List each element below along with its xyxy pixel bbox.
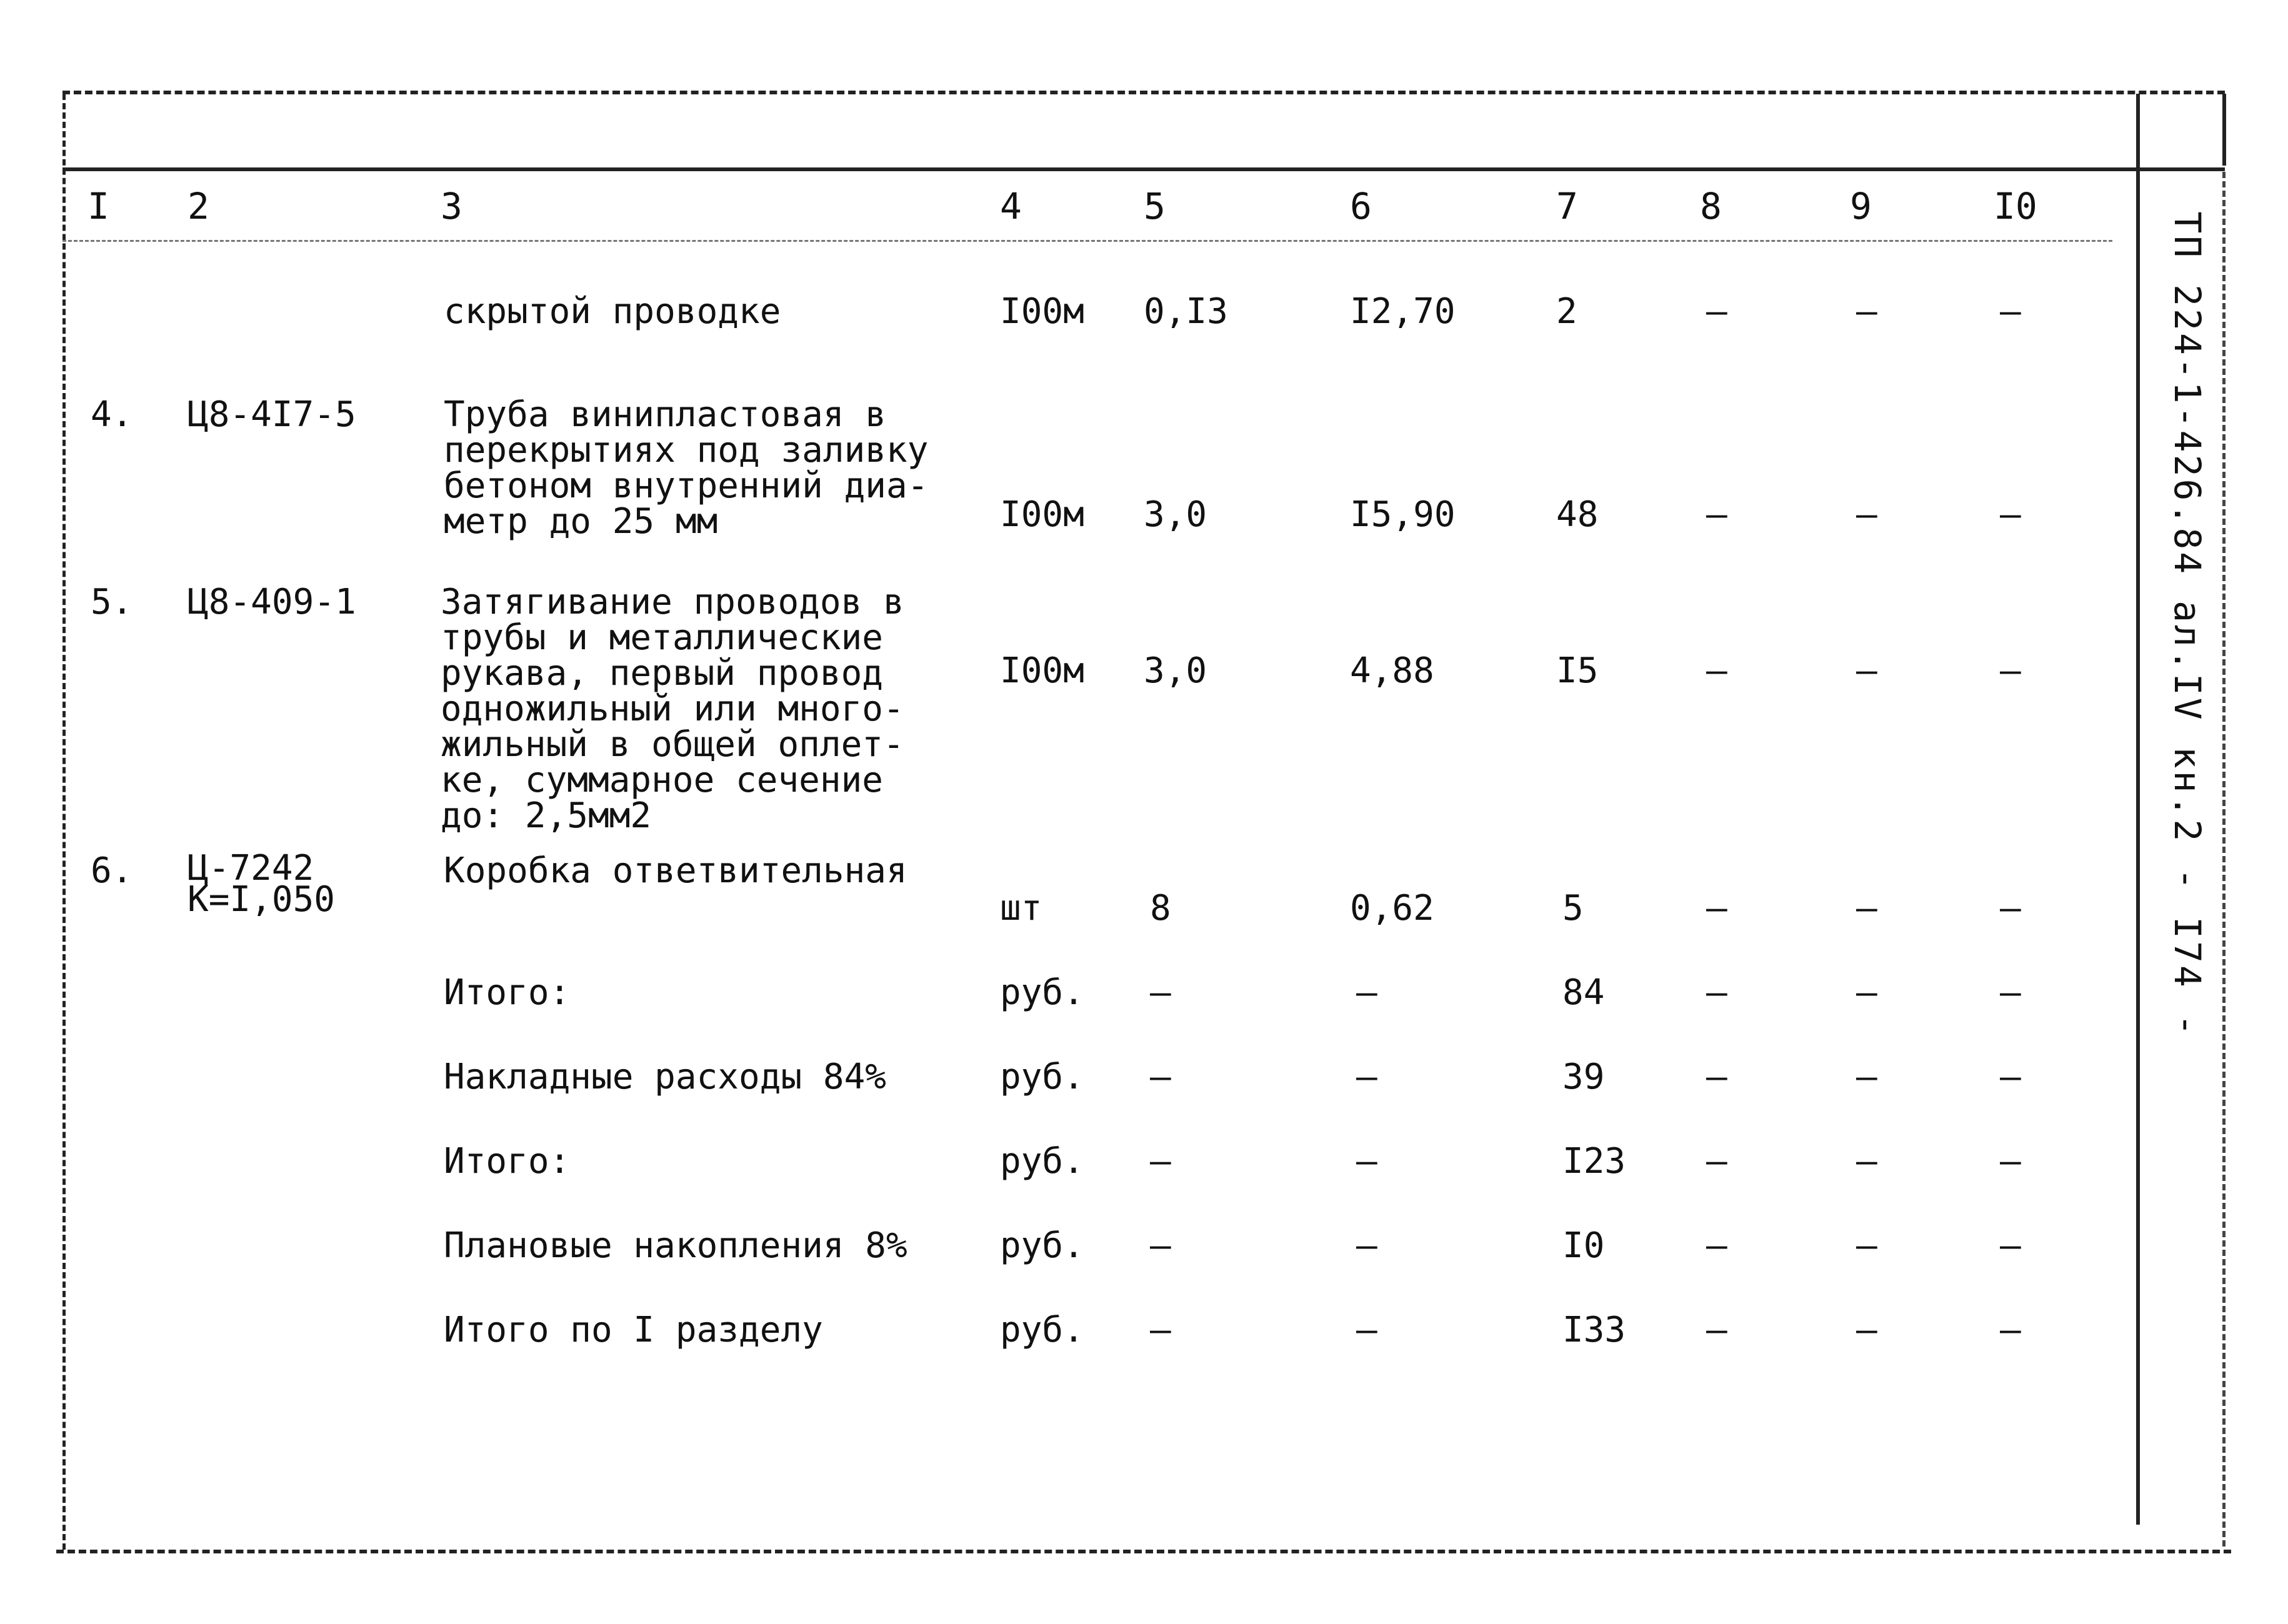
column-number: I0	[1994, 185, 2037, 227]
row-total: I5	[1556, 650, 1599, 691]
row-description: Затягивание проводов в трубы и металлические рукава, первый провод одножильный или много- жильный в общей оплет- ке, суммарное сечение до: 2,5мм2	[441, 582, 904, 836]
row-total: 84	[1562, 972, 1605, 1013]
row-code: Ц8-409-1	[187, 582, 356, 622]
row-unit-price: –	[1356, 1141, 1377, 1182]
frame-right-border	[2222, 94, 2226, 166]
row-total: 39	[1562, 1057, 1605, 1097]
row-unit-price: 4,88	[1350, 650, 1434, 691]
row-quantity: 8	[1150, 888, 1171, 929]
row-total: I23	[1562, 1141, 1626, 1182]
row-description: Итого:	[444, 1141, 571, 1182]
row-unit: шт	[1000, 888, 1042, 929]
frame-right-border-lower	[2222, 172, 2226, 1547]
row-unit-price: 0,62	[1350, 888, 1434, 929]
row-col8: –	[1706, 1310, 1727, 1350]
row-total: 5	[1562, 888, 1584, 929]
column-number: 7	[1556, 185, 1578, 227]
row-total: I33	[1562, 1310, 1626, 1350]
frame-left-border	[62, 94, 66, 1550]
row-description: Коробка ответвительная	[444, 850, 907, 891]
row-total: 2	[1556, 291, 1577, 332]
row-total: I0	[1562, 1225, 1605, 1266]
row-unit: руб.	[1000, 1310, 1084, 1350]
row-quantity: –	[1150, 1310, 1171, 1350]
row-col9: –	[1856, 1057, 1877, 1097]
row-quantity: 3,0	[1144, 650, 1207, 691]
row-col8: –	[1706, 888, 1727, 929]
column-number: 3	[441, 185, 462, 227]
row-col9: –	[1856, 1225, 1877, 1266]
row-description: Накладные расходы 84%	[444, 1057, 887, 1097]
row-col9: –	[1856, 972, 1877, 1013]
row-unit: I00м	[1000, 291, 1084, 332]
row-col8: –	[1706, 494, 1727, 535]
row-col10: –	[2000, 888, 2021, 929]
row-col9: –	[1856, 650, 1877, 691]
row-unit-price: –	[1356, 1057, 1377, 1097]
row-description: скрытой проводке	[444, 291, 781, 332]
row-number: 5.	[91, 582, 133, 622]
row-unit-price: I5,90	[1350, 494, 1456, 535]
row-unit: I00м	[1000, 494, 1084, 535]
row-unit-price: –	[1356, 1310, 1377, 1350]
row-number: 6.	[91, 850, 133, 891]
column-number: 8	[1700, 185, 1722, 227]
row-col8: –	[1706, 650, 1727, 691]
row-col9: –	[1856, 1141, 1877, 1182]
column-number: 4	[1000, 185, 1022, 227]
row-quantity: 0,I3	[1144, 291, 1228, 332]
row-unit-price: –	[1356, 1225, 1377, 1266]
row-col9: –	[1856, 494, 1877, 535]
row-quantity: –	[1150, 972, 1171, 1013]
row-description: Труба винипластовая в перекрытиях под заливку бетоном внутренний диа- метр до 25 мм	[444, 394, 929, 542]
document-stamp: ТП 224-1-426.84 ал.IV кн.2 - I74 -	[2166, 211, 2209, 1039]
row-code: Ц-7242 К=I,050	[187, 848, 336, 920]
frame-bottom-border	[56, 1550, 2231, 1553]
row-description: Плановые накопления 8%	[444, 1225, 907, 1266]
row-quantity: –	[1150, 1141, 1171, 1182]
column-number: I	[87, 185, 109, 227]
row-col8: –	[1706, 1141, 1727, 1182]
row-unit: руб.	[1000, 1141, 1084, 1182]
row-quantity: –	[1150, 1225, 1171, 1266]
row-col10: –	[2000, 1057, 2021, 1097]
header-rule	[62, 167, 2225, 171]
row-col9: –	[1856, 888, 1877, 929]
row-col8: –	[1706, 972, 1727, 1013]
row-number: 4.	[91, 394, 133, 435]
row-col9: –	[1856, 1310, 1877, 1350]
row-unit: руб.	[1000, 1057, 1084, 1097]
row-col10: –	[2000, 972, 2021, 1013]
column-numbers-rule	[62, 240, 2112, 242]
row-unit: руб.	[1000, 1225, 1084, 1266]
row-col8: –	[1706, 291, 1727, 332]
row-quantity: –	[1150, 1057, 1171, 1097]
row-unit: руб.	[1000, 972, 1084, 1013]
column-number: 2	[187, 185, 209, 227]
frame-top-border	[62, 91, 2225, 94]
row-col10: –	[2000, 494, 2021, 535]
column-number: 6	[1350, 185, 1372, 227]
row-unit: I00м	[1000, 650, 1084, 691]
row-col9: –	[1856, 291, 1877, 332]
column-number: 9	[1850, 185, 1872, 227]
row-col10: –	[2000, 1141, 2021, 1182]
row-code: Ц8-4I7-5	[187, 394, 356, 435]
row-col8: –	[1706, 1057, 1727, 1097]
row-quantity: 3,0	[1144, 494, 1207, 535]
stamp-divider	[2136, 94, 2140, 1525]
row-description: Итого по I разделу	[444, 1310, 823, 1350]
row-unit-price: I2,70	[1350, 291, 1456, 332]
row-col8: –	[1706, 1225, 1727, 1266]
row-col10: –	[2000, 291, 2021, 332]
row-total: 48	[1556, 494, 1599, 535]
row-description: Итого:	[444, 972, 571, 1013]
column-number: 5	[1144, 185, 1166, 227]
row-col10: –	[2000, 1225, 2021, 1266]
row-col10: –	[2000, 650, 2021, 691]
row-unit-price: –	[1356, 972, 1377, 1013]
row-col10: –	[2000, 1310, 2021, 1350]
